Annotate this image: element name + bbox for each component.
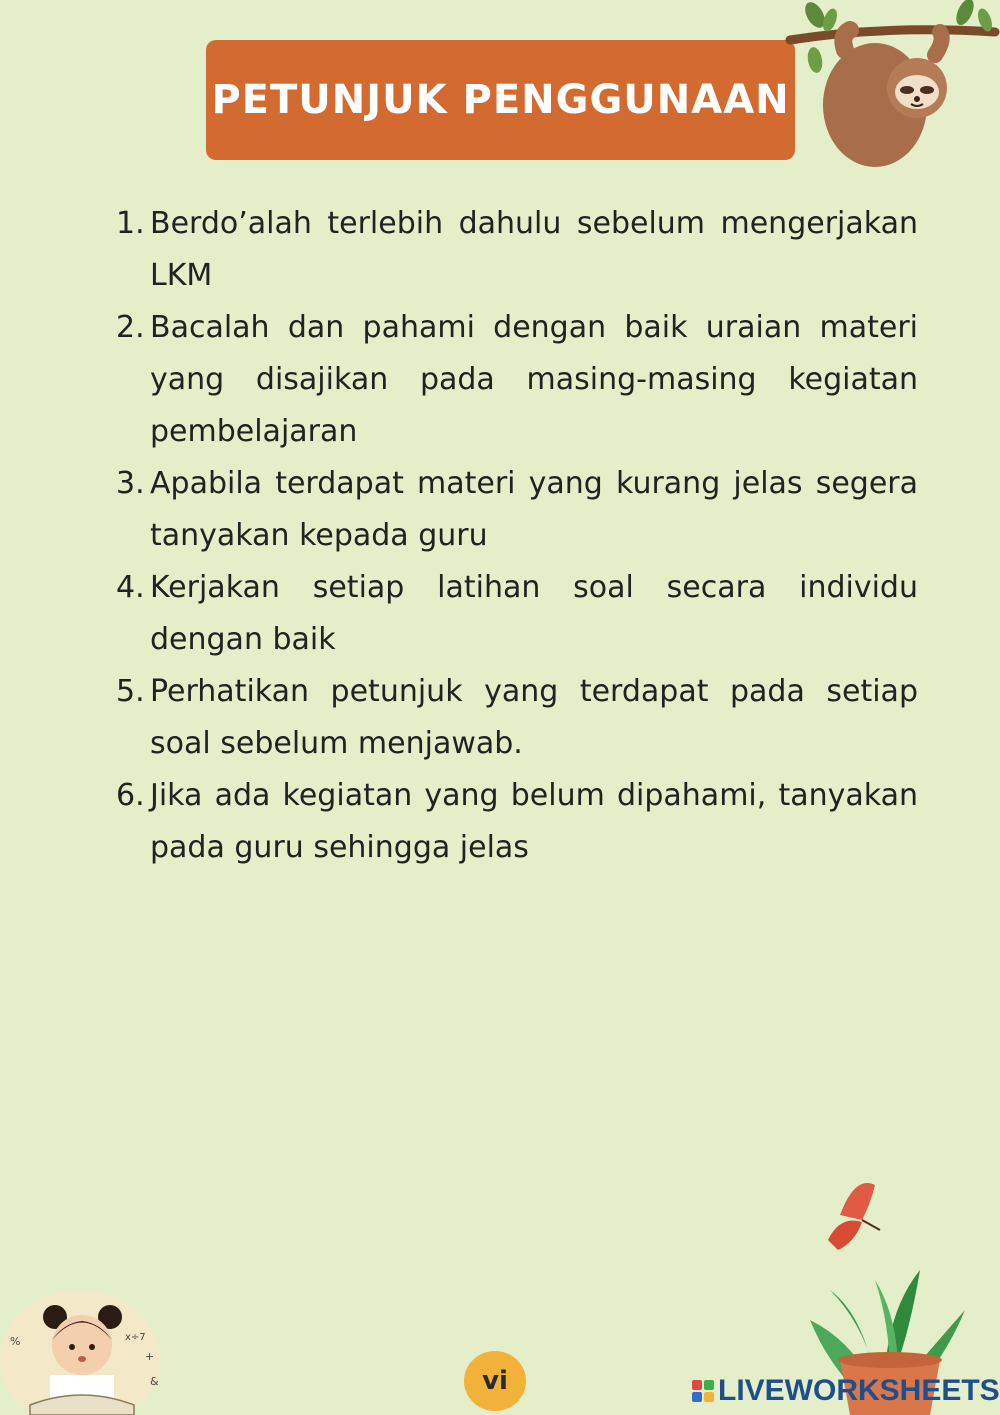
item-text: Jika ada kegiatan yang belum dipahami, tanyakan pada guru sehingga jelas bbox=[150, 778, 918, 865]
item-text: Berdo’alah terlebih dahulu sebelum mengerjakan LKM bbox=[150, 206, 918, 293]
page-number-badge bbox=[464, 1351, 526, 1411]
watermark bbox=[692, 1374, 1000, 1408]
list-item bbox=[116, 666, 918, 770]
svg-text:x÷7: x÷7 bbox=[125, 1332, 146, 1343]
item-number: 4. bbox=[116, 570, 145, 605]
item-number: 1. bbox=[116, 206, 145, 241]
item-number: 5. bbox=[116, 674, 145, 709]
page-title: PETUNJUK PENGGUNAAN bbox=[211, 77, 790, 123]
item-text: Kerjakan setiap latihan soal secara individu dengan baik bbox=[150, 570, 918, 657]
item-text: Apabila terdapat materi yang kurang jelas segera tanyakan kepada guru bbox=[150, 466, 918, 553]
list-item bbox=[116, 562, 918, 666]
list-item bbox=[116, 198, 918, 302]
item-number: 3. bbox=[116, 466, 145, 501]
instruction-list bbox=[116, 198, 918, 874]
liveworksheets-logo-icon bbox=[692, 1380, 714, 1402]
list-item bbox=[116, 770, 918, 874]
svg-text:%: % bbox=[10, 1335, 21, 1348]
svg-text:+: + bbox=[145, 1350, 155, 1363]
sloth-illustration bbox=[785, 0, 1000, 175]
watermark-text: LIVEWORKSHEETS bbox=[718, 1374, 1000, 1407]
list-item bbox=[116, 302, 918, 458]
item-number: 2. bbox=[116, 310, 145, 345]
item-text: Perhatikan petunjuk yang terdapat pada setiap soal sebelum menjawab. bbox=[150, 674, 918, 761]
page-number: vi bbox=[482, 1366, 508, 1396]
svg-text:&: & bbox=[150, 1375, 159, 1388]
list-item bbox=[116, 458, 918, 562]
girl-studying-illustration bbox=[0, 1285, 175, 1415]
item-text: Bacalah dan pahami dengan baik uraian materi yang disajikan pada masing-masing kegiatan pembelajaran bbox=[150, 310, 918, 449]
item-number: 6. bbox=[116, 778, 145, 813]
title-banner bbox=[206, 40, 795, 160]
